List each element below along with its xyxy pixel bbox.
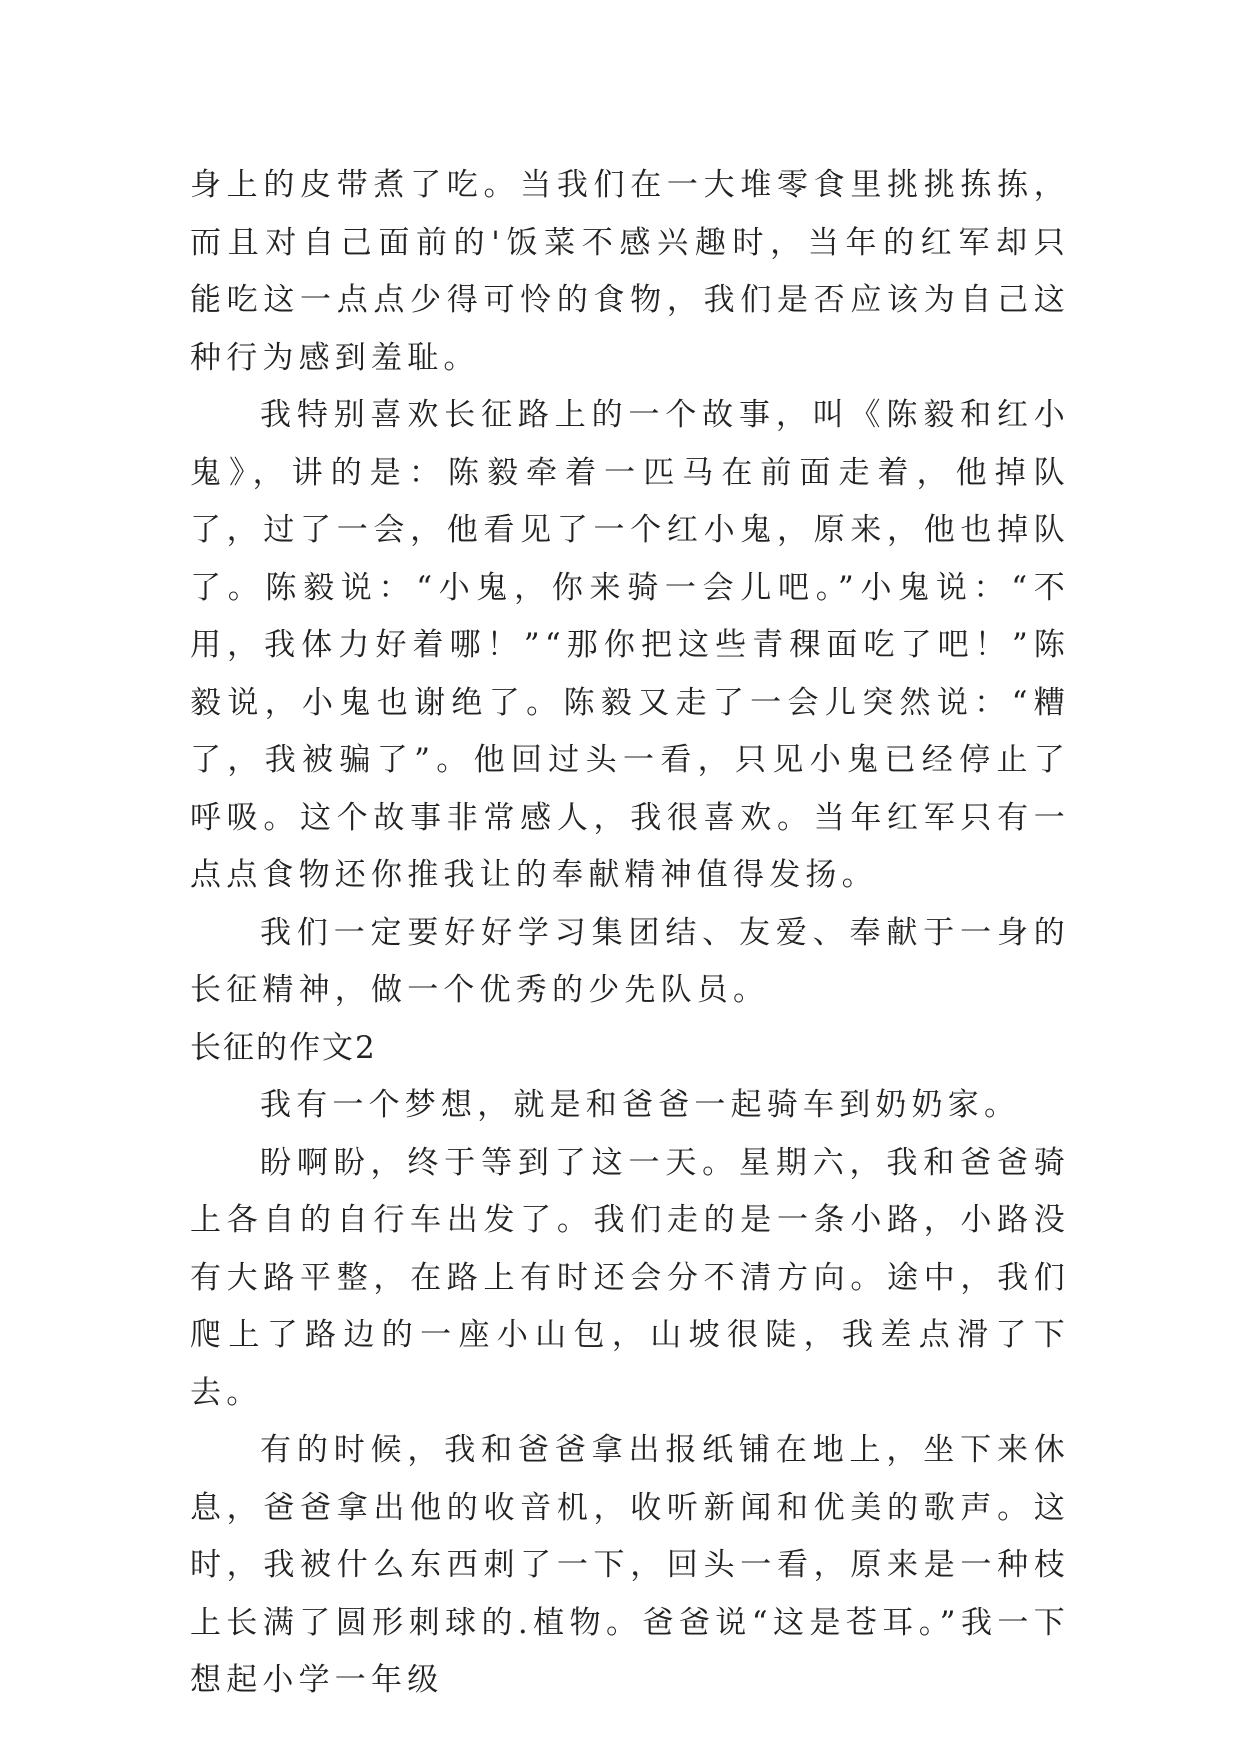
- document-body: [190, 157, 1070, 1710]
- paragraph-5: 盼啊盼，终于等到了这一天。星期六，我和爸爸骑上各自的自行车出发了。我们走的是一条小路，小路没有大路平整，在路上有时还会分不清方向。途中，我们爬上了路边的一座小山包，山坡很陡，我差点滑了下去。: [190, 1144, 1070, 1411]
- paragraph-2: 我特别喜欢长征路上的一个故事，叫《陈毅和红小鬼》，讲的是：陈毅牵着一匹马在前面走着，他掉队了，过了一会，他看见了一个红小鬼，原来，他也掉队了。陈毅说：“小鬼，你来骑一会儿吧。”小鬼说：“不用，我体力好着哪！”“那你把这些青稞面吃了吧！”陈毅说，小鬼也谢绝了。陈毅又走了一会儿突然说：“糟了，我被骗了”。他回过头一看，只见小鬼已经停止了呼吸。这个故事非常感人，我很喜欢。当年红军只有一点点食物还你推我让的奉献精神值得发扬。: [190, 397, 1070, 893]
- paragraph-1: 身上的皮带煮了吃。当我们在一大堆零食里挑挑拣拣，而且对自己面前的'饭菜不感兴趣时，当年的红军却只能吃这一点点少得可怜的食物，我们是否应该为自己这种行为感到羞耻。: [190, 167, 1070, 376]
- section-heading: 长征的作文2: [190, 1029, 377, 1066]
- paragraph-4: 我有一个梦想，就是和爸爸一起骑车到奶奶家。: [260, 1087, 1021, 1123]
- paragraph-3: 我们一定要好好学习集团结、友爱、奉献于一身的长征精神，做一个优秀的少先队员。: [190, 914, 1070, 1008]
- paragraph-6: 有的时候，我和爸爸拿出报纸铺在地上，坐下来休息，爸爸拿出他的收音机，收听新闻和优美的歌声。这时，我被什么东西刺了一下，回头一看，原来是一种枝上长满了圆形刺球的.植物。爸爸说“这是苍耳。”我一下想起小学一年级: [190, 1432, 1070, 1698]
